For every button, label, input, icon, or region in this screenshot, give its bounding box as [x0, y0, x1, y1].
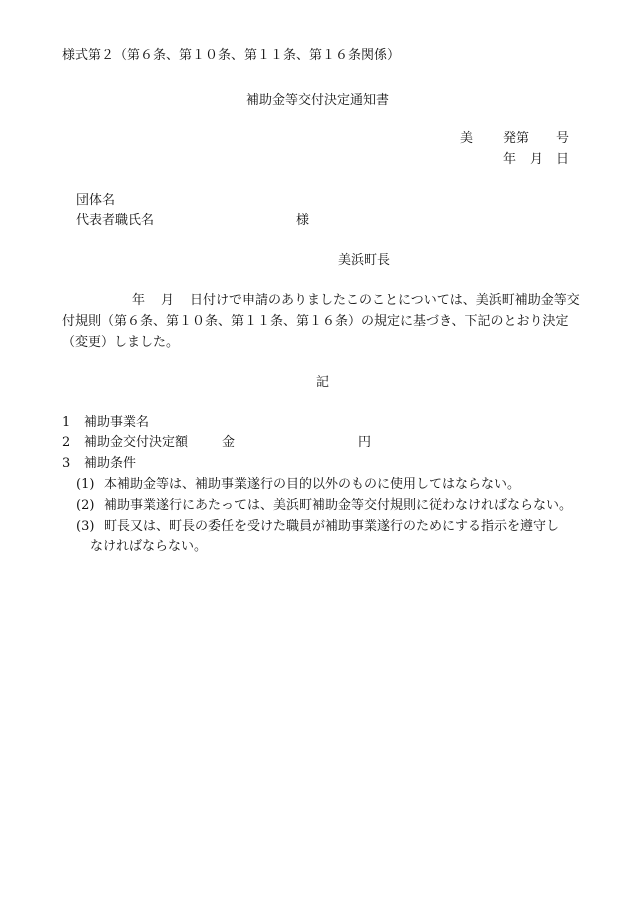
- item-label: 補助事業名: [84, 415, 150, 430]
- condition-number: (2): [76, 498, 95, 513]
- condition-3-continuation: なければならない。: [90, 539, 208, 554]
- condition-number: (3): [76, 519, 95, 534]
- item-number: 2: [62, 435, 71, 450]
- amount-yen: 円: [358, 435, 372, 450]
- item-number: 1: [62, 415, 71, 430]
- condition-1: [76, 477, 521, 493]
- ki-heading: 記: [316, 375, 330, 390]
- recipient-honorific: 様: [296, 213, 310, 228]
- date-day: 日: [556, 152, 570, 167]
- condition-text: 町長又は、町長の委任を受けた職員が補助事業遂行のためにする指示を遵守し: [104, 519, 560, 534]
- recipient-org-label: 団体名: [76, 193, 116, 208]
- body-paragraph: [62, 290, 592, 353]
- item-1: [62, 415, 150, 431]
- issuer-name: 美浜町長: [338, 253, 391, 268]
- form-label: 様式第２（第６条、第１０条、第１１条、第１６条関係）: [62, 48, 401, 63]
- body-text: 日付けで申請のありましたこのことについては、美浜町補助金等交付規則（第６条、第１０条、第１１条、第１６条）の規定に基づき、下記のとおり決定（変更）しました。: [62, 293, 580, 350]
- doc-number-suffix: 号: [556, 131, 570, 146]
- document-title: 補助金等交付決定通知書: [246, 93, 390, 108]
- doc-number-middle: 発第: [503, 131, 530, 146]
- condition-3: [76, 519, 560, 535]
- condition-text: 本補助金等は、補助事業遂行の目的以外のものに使用してはならない。: [104, 477, 521, 492]
- item-label: 補助金交付決定額: [84, 435, 189, 450]
- item-label: 補助条件: [84, 456, 137, 471]
- recipient-rep-label: 代表者職氏名: [76, 213, 155, 228]
- date-year: 年: [503, 152, 517, 167]
- amount-kin: 金: [222, 435, 236, 450]
- item-number: 3: [62, 456, 71, 471]
- item-3: [62, 456, 137, 472]
- date-month: 月: [530, 152, 544, 167]
- doc-number-prefix: 美: [460, 131, 474, 146]
- condition-2: [76, 498, 573, 514]
- body-date-month: 月: [161, 293, 175, 308]
- body-date-year: 年: [132, 293, 146, 308]
- condition-text: 補助事業遂行にあたっては、美浜町補助金等交付規則に従わなければならない。: [104, 498, 573, 513]
- item-2: [62, 435, 462, 451]
- condition-number: (1): [76, 477, 95, 492]
